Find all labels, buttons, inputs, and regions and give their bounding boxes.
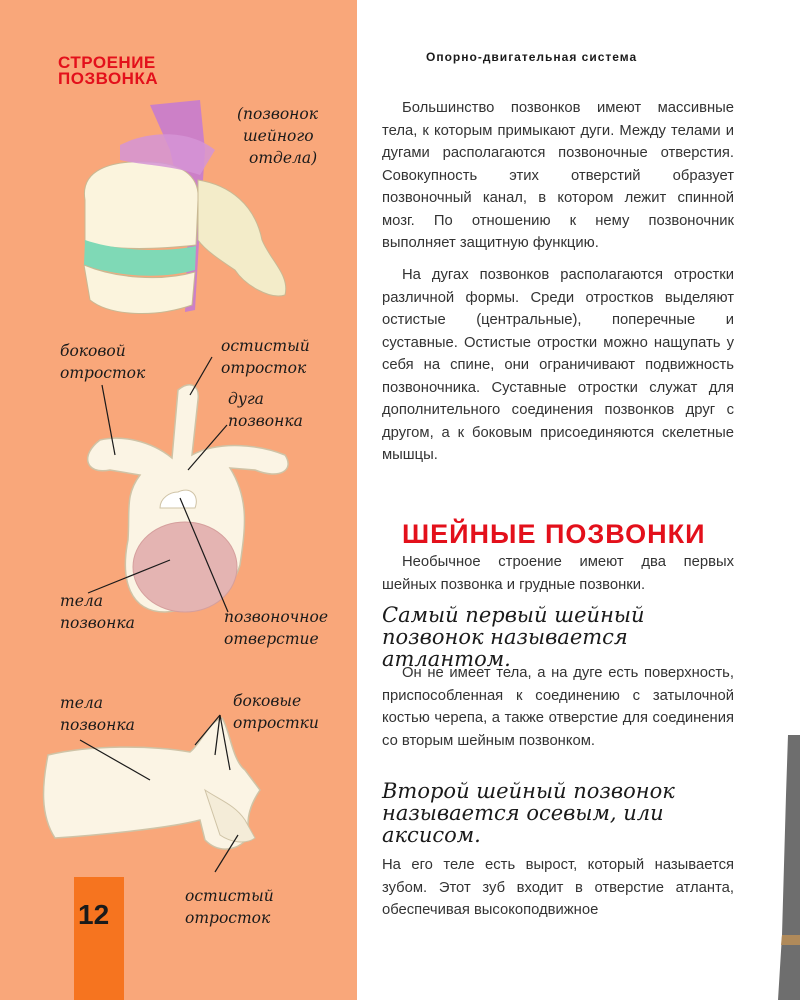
label-spinous-process-top (221, 335, 310, 379)
label-line: отдела) (249, 149, 318, 167)
label-lateral-process (60, 340, 145, 384)
label-line: боковой (60, 342, 126, 360)
running-head: Опорно-двигательная система (426, 50, 638, 64)
label-vertebral-body (60, 590, 135, 634)
label-line: остистый (221, 337, 310, 355)
label-line: позвонка (228, 412, 303, 430)
label-vertebral-foramen (224, 606, 328, 650)
label-line: тела (60, 592, 103, 610)
label-line: отверстие (224, 630, 319, 648)
label-line: отростки (233, 714, 319, 732)
section-heading: ШЕЙНЫЕ ПОЗВОНКИ (402, 519, 706, 549)
label-line: позвоночное (224, 608, 329, 626)
label-line: позвонка (60, 716, 135, 734)
page-number-tab (74, 877, 124, 1000)
label-line: дуга (228, 390, 264, 408)
paragraph-axis: На его теле есть вырост, который называется зубом. Этот зуб входит в отверстие атланта, обеспечивая высокоподвижное (382, 857, 734, 918)
label-line: (позвонок (237, 105, 318, 123)
section-title-line1: СТРОЕНИЕ (58, 53, 156, 72)
section-title-line2: ПОЗВОНКА (58, 69, 159, 88)
label-lateral-processes (233, 690, 319, 734)
label-spinous-process-bottom (185, 885, 274, 929)
paragraph-vertebra-bodies: Большинство позвонков имеют массивные тела, к которым примыкают дуги. Между телами и дугами располагаются позвоночные отверстия. Совокупность этих отверстий образует позвоночный канал, в котором лежит спинной мозг. По отношению к нему позвоночник выполняет защитную функцию. (382, 100, 734, 251)
script-atlas: Самый первый шейный позвонок называется атлантом. (382, 603, 645, 671)
label-line: позвонка (60, 614, 135, 632)
label-vertebral-arch (228, 388, 303, 432)
label-line: отросток (60, 364, 146, 382)
label-line: боковые (233, 692, 302, 710)
label-line: шейного (243, 127, 314, 145)
side-view-vertebra-drawing (44, 718, 260, 849)
paragraph-atlas: Он не имеет тела, а на дуге есть поверхность, приспособленная к соединению с затылочной костью черепа, а также отверстие для соединения со вторым шейным позвонком. (382, 665, 734, 749)
paragraph-processes: На дугах позвонков располагаются отростки различной формы. Среди отростков выделяют остистые (центральные), поперечные и суставные. Остистые отростки можно нащупать у себя на спине, они ограничивают подвижность позвоночника. Суставные отростки служат для дополнительного соединения позвонков друг с другом, а к боковым присоединяются скелетные мышцы. (382, 267, 734, 463)
label-line: остистый (185, 887, 274, 905)
label-line: тела (60, 694, 103, 712)
section-title (58, 55, 158, 87)
paragraph-cervical-intro: Необычное строение имеют два первых шейных позвонка и грудные позвонки. (382, 554, 734, 593)
label-vertebral-body-side (60, 692, 135, 736)
page-number: 12 (78, 899, 110, 930)
label-line: отросток (221, 359, 307, 377)
label-cervical-vertebra (237, 103, 318, 169)
label-line: отросток (185, 909, 271, 927)
script-axis: Второй шейный позвонок называется осевым, или аксисом. (382, 779, 675, 847)
easel-illustration (778, 735, 800, 1000)
